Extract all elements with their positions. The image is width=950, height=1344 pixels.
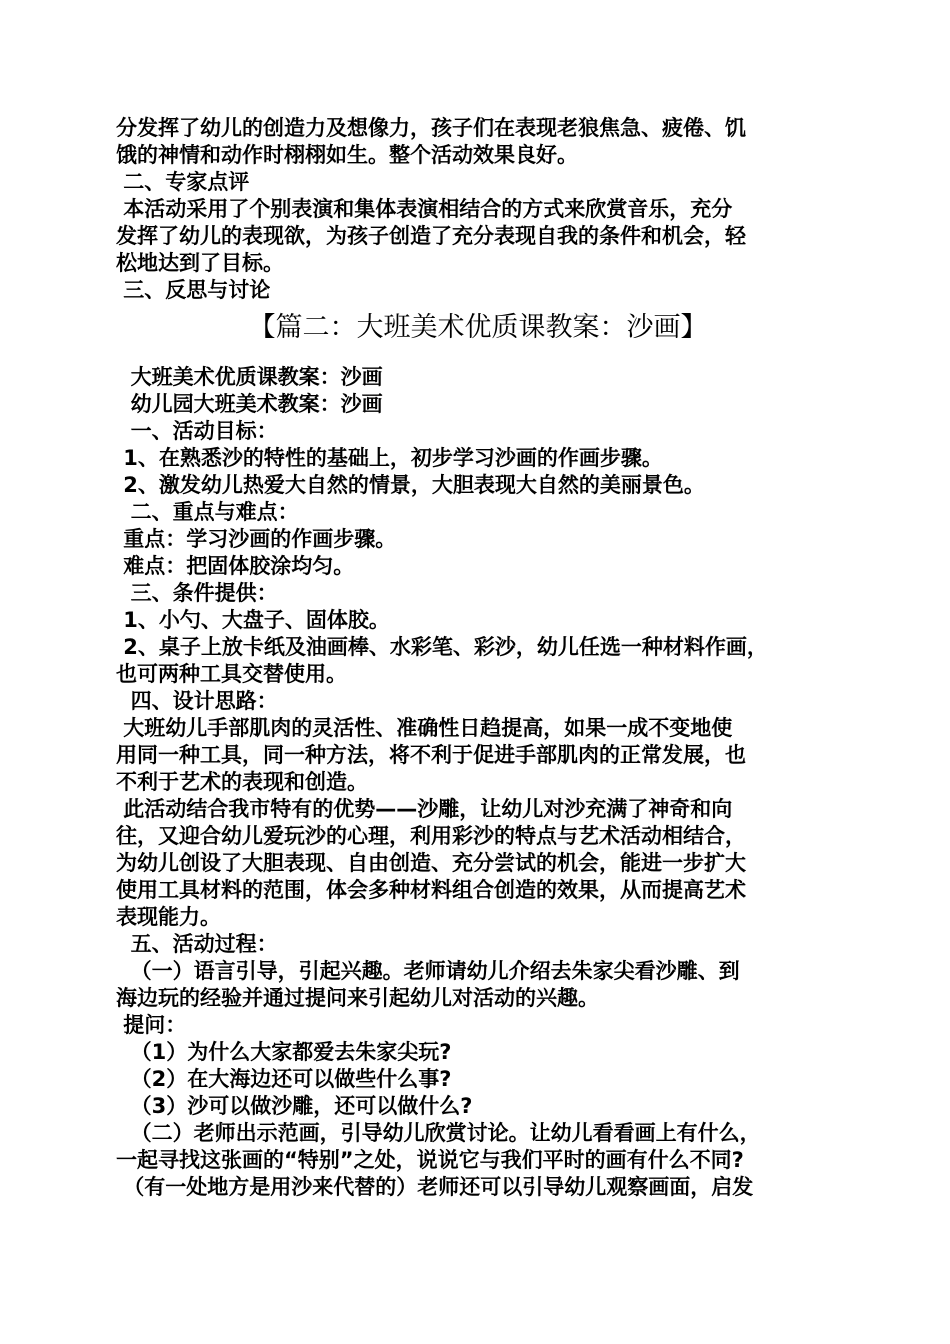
section-title: 三、反思与讨论 — [116, 278, 271, 302]
list-item: 2、桌子上放卡纸及油画棒、水彩笔、彩沙，幼儿任选一种材料作画， — [116, 635, 768, 659]
section-title: 三、条件提供： — [116, 581, 278, 605]
text-line: 使用工具材料的范围，体会多种材料组合创造的效果，从而提高艺术 — [116, 878, 746, 902]
article-heading: 【篇二：大班美术优质课教案：沙画】 — [248, 312, 708, 343]
text-line: 一起寻找这张画的“特别”之处，说说它与我们平时的画有什么不同? — [116, 1148, 744, 1172]
text-line: 表现能力。 — [116, 905, 221, 929]
text-line: 海边玩的经验并通过提问来引起幼儿对活动的兴趣。 — [116, 986, 599, 1010]
section-title: 一、活动目标： — [116, 419, 278, 443]
text-line: 往，又迎合幼儿爱玩沙的心理，利用彩沙的特点与艺术活动相结合， — [116, 824, 746, 848]
text-line: 松地达到了目标。 — [116, 251, 284, 275]
article-title: 大班美术优质课教案：沙画 — [116, 365, 383, 389]
text-block-2 — [116, 364, 840, 1201]
text-line: （有一处地方是用沙来代替的）老师还可以引导幼儿观察画面，启发 — [116, 1175, 754, 1199]
text-line: 分发挥了幼儿的创造力及想像力，孩子们在表现老狼焦急、疲倦、饥 — [116, 116, 746, 140]
text-line: （二）老师出示范画，引导幼儿欣赏讨论。让幼儿看看画上有什么， — [116, 1121, 761, 1145]
list-item: 1、小勺、大盘子、固体胶。 — [116, 608, 390, 632]
text-line: 也可两种工具交替使用。 — [116, 662, 347, 686]
text-line: 饿的神情和动作时栩栩如生。整个活动效果良好。 — [116, 143, 578, 167]
text-line: 发挥了幼儿的表现欲，为孩子创造了充分表现自我的条件和机会，轻 — [116, 224, 746, 248]
text-line: 用同一种工具，同一种方法，将不利于促进手部肌肉的正常发展，也 — [116, 743, 746, 767]
list-item: （3）沙可以做沙雕，还可以做什么? — [116, 1094, 473, 1118]
article-subtitle: 幼儿园大班美术教案：沙画 — [116, 392, 383, 416]
text-line: 提问： — [116, 1013, 187, 1037]
list-item: （1）为什么大家都爱去朱家尖玩? — [116, 1040, 452, 1064]
text-line: 重点：学习沙画的作画步骤。 — [116, 527, 397, 551]
text-line: 大班幼儿手部肌肉的灵活性、准确性日趋提高，如果一成不变地使 — [116, 716, 733, 740]
text-line: 不利于艺术的表现和创造。 — [116, 770, 368, 794]
text-line: （一）语言引导，引起兴趣。老师请幼儿介绍去朱家尖看沙雕、到 — [116, 959, 740, 983]
text-line: 为幼儿创设了大胆表现、自由创造、充分尝试的机会，能进一步扩大 — [116, 851, 746, 875]
text-line: 本活动采用了个别表演和集体表演相结合的方式来欣赏音乐，充分 — [116, 197, 733, 221]
list-item: 2、激发幼儿热爱大自然的情景，大胆表现大自然的美丽景色。 — [116, 473, 705, 497]
list-item: （2）在大海边还可以做些什么事? — [116, 1067, 452, 1091]
text-block-1 — [116, 115, 840, 304]
text-line: 难点：把固体胶涂均匀。 — [116, 554, 355, 578]
document-page — [116, 115, 840, 1201]
section-title: 四、设计思路： — [116, 689, 278, 713]
text-line: 此活动结合我市特有的优势——沙雕，让幼儿对沙充满了神奇和向 — [116, 797, 733, 821]
section-title: 二、重点与难点： — [116, 500, 299, 524]
section-title: 五、活动过程： — [116, 932, 278, 956]
section-title: 二、专家点评 — [116, 170, 250, 194]
list-item: 1、在熟悉沙的特性的基础上，初步学习沙画的作画步骤。 — [116, 446, 663, 470]
